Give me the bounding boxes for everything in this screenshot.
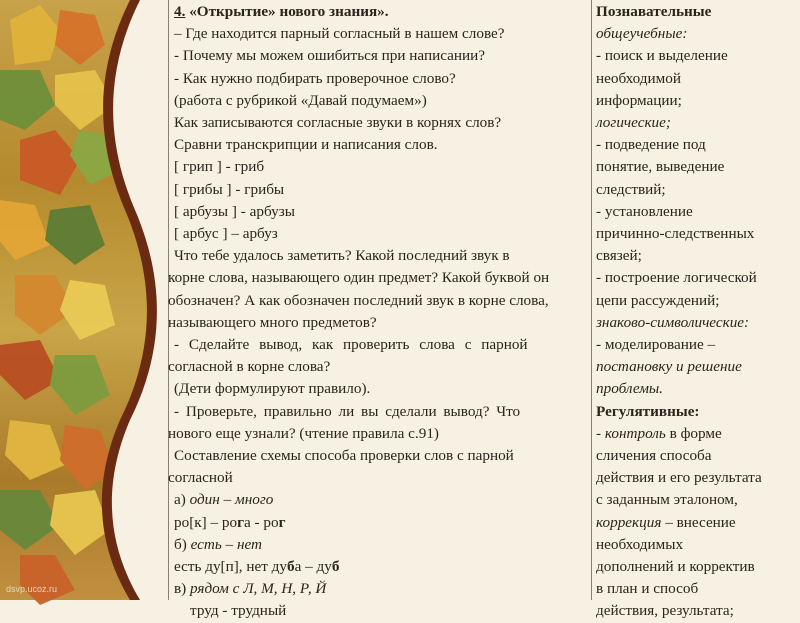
question-line: - Как нужно подбирать проверочное слово? — [174, 69, 456, 87]
question-line: согласной — [168, 469, 233, 487]
activity-line: дополнений и корректив — [596, 558, 755, 576]
subcategory: логические; — [596, 114, 671, 132]
question-line: согласной в корне слова? — [168, 358, 331, 376]
question-line: Сравни транскрипции и написания слов. — [174, 136, 438, 154]
rule-a: а) один – много — [174, 491, 274, 509]
activity-line: - моделирование – — [596, 336, 716, 354]
question-line: (работа с рубрикой «Давай подумаем») — [174, 91, 427, 109]
activity-line: постановку и решение — [596, 358, 742, 376]
site-watermark: dsvp.ucoz.ru — [6, 584, 58, 594]
activity-line: информации; — [596, 91, 682, 109]
question-line: Что тебе удалось заметить? Какой последний звук в — [174, 247, 510, 265]
learning-activities-column — [596, 0, 796, 620]
transcription-line: [ грибы ] - грибы — [174, 180, 285, 198]
activity-line: действия и его результата — [596, 469, 762, 487]
transcription-line: [ грип ] - гриб — [174, 158, 265, 176]
activity-line: - построение логической — [596, 269, 757, 287]
example-b: есть ду[п], нет дуба – дуб — [174, 558, 340, 576]
activity-line: - установление — [596, 202, 693, 220]
subcategory: знаково-символические: — [596, 313, 750, 331]
subcategory: общеучебные: — [596, 25, 688, 43]
activity-line: связей; — [596, 247, 642, 265]
activity-line: коррекция – внесение — [596, 513, 736, 531]
activity-line: необходимых — [596, 535, 684, 553]
question-line: корне слова, называющего один предмет? Какой буквой он — [168, 269, 550, 287]
lesson-stage-column — [168, 0, 586, 620]
question-line: - Почему мы можем ошибиться при написании? — [174, 47, 486, 65]
activity-line: - поиск и выделение — [596, 47, 728, 65]
activity-line: в план и способ — [596, 580, 699, 598]
activity-line: необходимой — [596, 69, 681, 87]
question-line: обозначен? А как обозначен последний звук в корне слова, — [168, 291, 549, 309]
transcription-line: [ арбузы ] - арбузы — [174, 202, 295, 220]
activity-line: причинно-следственных — [596, 225, 755, 243]
example-c: труд - трудный — [190, 602, 287, 620]
stage-title: «Открытие» нового знания». — [185, 3, 389, 20]
activity-line: - контроль в форме — [596, 424, 722, 442]
category-title: Регулятивные: — [596, 402, 700, 420]
question-line: – Где находится парный согласный в нашем слове? — [174, 25, 505, 43]
question-line: - Проверьте, правильно ли вы сделали вывод? Что — [174, 402, 521, 420]
question-line: Как записываются согласные звуки в корнях слов? — [174, 114, 502, 132]
stage-number: 4. — [174, 3, 186, 20]
table-border-middle — [591, 0, 592, 600]
activity-line: цепи рассуждений; — [596, 291, 720, 309]
activity-line: понятие, выведение — [596, 158, 725, 176]
activity-line: следствий; — [596, 180, 666, 198]
stage-heading — [168, 1, 586, 23]
activity-line: с заданным эталоном, — [596, 491, 738, 509]
activity-line: сличения способа — [596, 447, 712, 465]
question-line: Составление схемы способа проверки слов с парной — [174, 447, 514, 465]
activity-line: проблемы. — [596, 380, 663, 398]
category-title: Познавательные — [596, 3, 712, 20]
wave-edge-decoration — [0, 0, 175, 600]
question-line: нового еще узнали? (чтение правила с.91) — [168, 424, 439, 442]
example-a: ро[к] – рога - рог — [174, 513, 286, 531]
question-line: называющего много предметов? — [168, 313, 377, 331]
activity-line: - подведение под — [596, 136, 706, 154]
question-line: - Сделайте вывод, как проверить слова с парной — [174, 336, 528, 354]
question-line: (Дети формулируют правило). — [174, 380, 371, 398]
rule-c: в) рядом с Л, М, Н, Р, Й — [174, 580, 327, 598]
activity-line: действия, результата; — [596, 602, 734, 620]
transcription-line: [ арбус ] – арбуз — [174, 225, 278, 243]
rule-b: б) есть – нет — [174, 535, 262, 553]
